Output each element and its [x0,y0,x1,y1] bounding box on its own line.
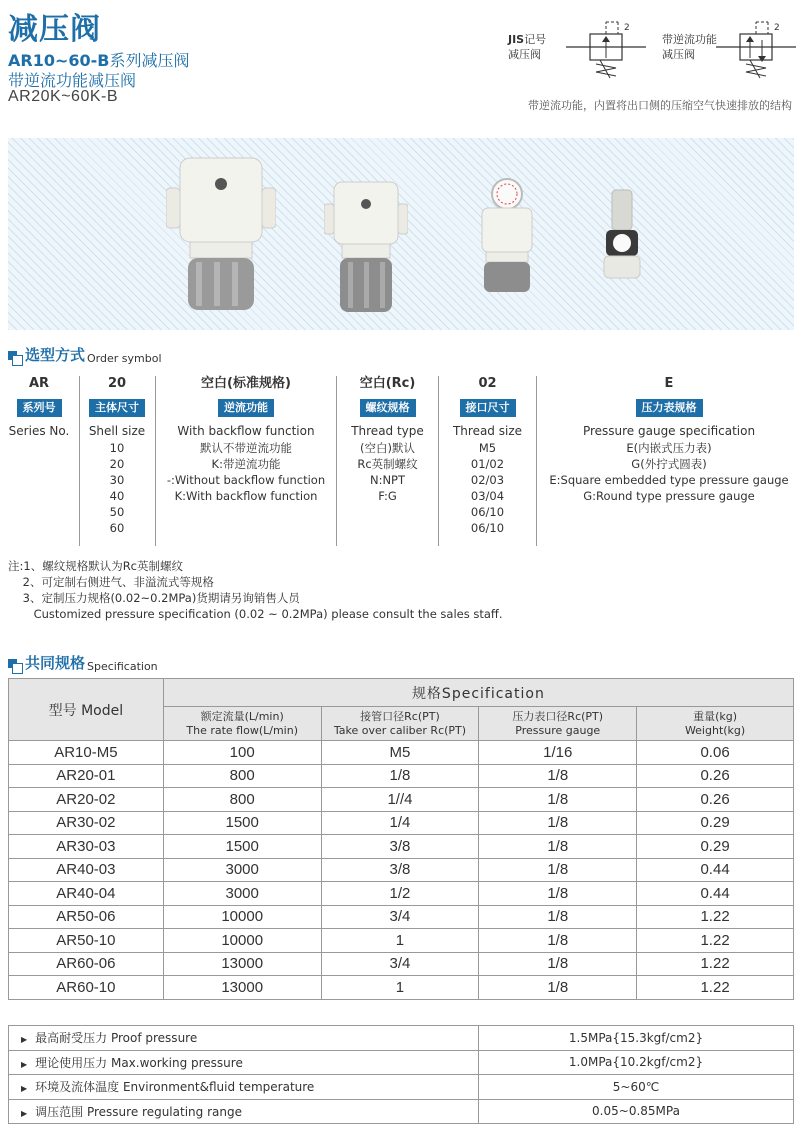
column-header-cn: 接管口径Rc(PT) [360,709,440,723]
model-range: AR20K~60K-B [8,88,119,105]
model-cell: AR50-10 [9,929,164,953]
column-header-en: Pressure gauge [515,723,601,737]
perf-label: 环境及流体温度 Environment&fluid temperature [35,1080,315,1095]
model-cell: AR10-M5 [9,741,164,765]
model-cell: AR30-02 [9,811,164,835]
option-item: G:Round type pressure gauge [583,489,755,503]
order-col-backflow [156,374,336,504]
spec-cell: 800 [163,764,321,788]
option-item: 默认不带逆流功能 [200,441,292,455]
spec-cell: 1/8 [479,952,637,976]
section-marker-icon [8,659,22,673]
page-title: 减压阀 [8,12,101,47]
port-number-jis: 2 [624,23,630,33]
option-item: E:Square embedded type pressure gauge [549,473,789,487]
table-row [9,1026,794,1051]
option-item: G(外拧式圆表) [631,457,707,471]
jis-line2: 减压阀 [508,48,541,61]
spec-cell: 1//4 [321,788,479,812]
order-tag: 螺纹规格 [360,399,416,417]
model-cell: AR20-02 [9,788,164,812]
order-code: 02 [478,376,497,391]
spec-cell: 0.44 [637,882,794,906]
model-cell: AR60-10 [9,976,164,1000]
order-en: Thread size [452,424,523,438]
option-item: K:With backflow function [174,489,318,503]
jis-line1: 记号 [524,33,547,46]
spec-cell: 3/4 [321,905,479,929]
order-col-size [80,374,154,536]
perf-value: 1.5MPa{15.3kgf/cm2} [479,1026,794,1051]
spec-cell: 10000 [163,905,321,929]
regulator-symbol-icon [566,12,646,80]
series-code: AR10~60-B [8,51,110,70]
order-code: 空白(标准规格) [201,376,291,391]
option-item: 50 [109,505,125,519]
bullet-triangle-icon: ▶ [21,1084,28,1094]
perf-value: 5~60℃ [479,1075,794,1100]
model-cell: AR50-06 [9,905,164,929]
order-code: E [664,376,674,391]
spec-cell: 1/8 [479,905,637,929]
option-item: K:带逆流功能 [211,457,281,471]
jis-symbol-label [508,32,546,62]
order-tag: 系列号 [17,399,62,417]
order-tag: 压力表规格 [636,399,703,417]
bullet-triangle-icon: ▶ [21,1035,28,1045]
order-section-heading [8,344,162,365]
spec-cell: 1/2 [321,882,479,906]
order-col-port [439,374,536,536]
spec-cell: 1 [321,929,479,953]
spec-cell: 3000 [163,882,321,906]
spec-cell: 1/8 [321,764,479,788]
table-row [9,1099,794,1124]
backflow-symbol-label [662,32,717,62]
option-item: 10 [109,441,125,455]
order-col-thread [337,374,438,504]
spec-table-body [9,741,794,1000]
order-heading-text: 选型方式 [25,346,86,364]
table-row [9,952,794,976]
perf-label: 最高耐受压力 Proof pressure [35,1031,198,1046]
spec-cell: 1500 [163,811,321,835]
table-row [9,905,794,929]
perf-value: 0.05~0.85MPa [479,1099,794,1124]
option-item: E(内嵌式压力表) [626,441,712,455]
performance-table-body [9,1026,794,1124]
column-header-cn: 额定流量(L/min) [200,709,284,723]
column-header-cn: 重量(kg) [693,709,738,723]
option-item: 01/02 [470,457,505,471]
order-en: Thread type [351,424,424,438]
option-item: 30 [109,473,125,487]
option-item: 20 [109,457,125,471]
spec-section-heading [8,652,158,673]
spec-cell: 800 [163,788,321,812]
spec-table [8,678,794,1000]
table-row [9,811,794,835]
spec-cell: 1.22 [637,976,794,1000]
perf-label-cell [9,1050,479,1075]
note-line: 2、可定制右侧进气、非溢流式等规格 [8,575,214,589]
backflow-regulator-symbol-icon [716,12,796,80]
perf-label: 调压范围 Pressure regulating range [35,1104,242,1119]
spec-cell: 10000 [163,929,321,953]
column-header [637,707,794,741]
spec-cell: 0.06 [637,741,794,765]
product-image-ar40 [166,150,276,320]
spec-cell: 13000 [163,976,321,1000]
order-en: Series No. [8,424,70,438]
spec-cell: 100 [163,741,321,765]
option-item: Rc英制螺纹 [357,457,418,471]
spec-cell: 1.22 [637,905,794,929]
spec-cell: 0.29 [637,835,794,859]
option-item: 06/10 [470,505,505,519]
spec-group-header: 规格Specification [163,679,793,707]
table-row [9,929,794,953]
spec-cell: 0.26 [637,788,794,812]
perf-value: 1.0MPa{10.2kgf/cm2} [479,1050,794,1075]
order-code: 空白(Rc) [359,376,416,391]
option-item: F:G [378,489,397,503]
column-header-en: Weight(kg) [684,723,746,737]
table-row [9,835,794,859]
spec-cell: 1/8 [479,811,637,835]
note-line: 注:1、螺纹规格默认为Rc英制螺纹 [8,559,184,573]
spec-cell: 1/8 [479,788,637,812]
spec-cell: 1/8 [479,858,637,882]
order-tag: 逆流功能 [218,399,274,417]
spec-cell: 1/8 [479,835,637,859]
spec-cell: 1/16 [479,741,637,765]
product-image-ar30 [324,178,408,318]
order-heading-en: Order symbol [87,352,162,365]
backflow-line1: 带逆流功能 [662,33,717,46]
column-header [479,707,637,741]
spec-cell: 13000 [163,952,321,976]
column-header-cn: 压力表口径Rc(PT) [512,709,604,723]
option-item: (空白)默认 [360,441,415,455]
spec-cell: 0.26 [637,764,794,788]
product-image-ar10 [594,188,650,288]
model-cell: AR40-03 [9,858,164,882]
notes [8,558,503,622]
model-cell: AR30-03 [9,835,164,859]
table-row [9,788,794,812]
model-cell: AR20-01 [9,764,164,788]
spec-cell: 0.29 [637,811,794,835]
order-en: With backflow function [177,424,315,438]
perf-label: 理论使用压力 Max.working pressure [35,1055,243,1070]
spec-cell: 3000 [163,858,321,882]
order-code: AR [28,376,50,391]
perf-label-cell [9,1075,479,1100]
order-tag: 接口尺寸 [460,399,516,417]
bullet-triangle-icon: ▶ [21,1059,28,1069]
perf-label-cell [9,1099,479,1124]
subtitle: 带逆流功能减压阀 [8,71,137,90]
spec-cell: 1 [321,976,479,1000]
spec-cell: M5 [321,741,479,765]
spec-cell: 1/8 [479,882,637,906]
column-header [321,707,479,741]
model-cell: AR60-06 [9,952,164,976]
option-item: 60 [109,521,125,535]
option-item: -:Without backflow function [166,473,326,487]
section-marker-icon [8,351,22,365]
note-line: 3、定制压力规格(0.02~0.2MPa)货期请另询销售人员 [8,591,300,605]
option-item: N:NPT [369,473,406,487]
perf-label-cell [9,1026,479,1051]
spec-cell: 1/8 [479,976,637,1000]
option-item: 40 [109,489,125,503]
column-header-en: The rate flow(L/min) [186,723,298,737]
table-row [9,882,794,906]
spec-heading-text: 共同规格 [25,654,86,672]
bullet-triangle-icon: ▶ [21,1108,28,1118]
column-header [163,707,321,741]
spec-cell: 1/8 [479,764,637,788]
table-row [9,764,794,788]
spec-heading-en: Specification [87,660,158,673]
performance-table [8,1025,794,1124]
table-row [9,741,794,765]
order-en: Shell size [88,424,146,438]
spec-cell: 0.44 [637,858,794,882]
option-item: M5 [478,441,497,455]
divider [536,376,537,546]
backflow-line2: 减压阀 [662,48,695,61]
option-item: 03/04 [470,489,505,503]
product-image-ar20 [470,176,544,296]
port-number-backflow: 2 [774,23,780,33]
option-item: 02/03 [470,473,505,487]
spec-cell: 3/8 [321,858,479,882]
spec-cell: 3/4 [321,952,479,976]
series-suffix: 系列减压阀 [109,51,190,70]
model-cell: AR40-04 [9,882,164,906]
spec-cell: 1500 [163,835,321,859]
model-header: 型号 Model [9,679,164,741]
order-col-gauge [538,374,800,504]
spec-cell: 1/8 [479,929,637,953]
column-header-en: Take over caliber Rc(PT) [333,723,467,737]
spec-cell: 3/8 [321,835,479,859]
table-row [9,1050,794,1075]
jis-tag: JIS [508,33,525,46]
order-tag: 主体尺寸 [89,399,145,417]
feature-description: 带逆流功能，内置将出口侧的压缩空气快速排放的结构 [528,99,792,112]
spec-cell: 1.22 [637,929,794,953]
order-en: Pressure gauge specification [582,424,756,438]
spec-cell: 1.22 [637,952,794,976]
option-item: 06/10 [470,521,505,535]
table-row [9,1075,794,1100]
spec-cell: 1/4 [321,811,479,835]
order-col-series [0,374,78,440]
table-row [9,976,794,1000]
order-code: 20 [107,376,127,391]
table-row [9,858,794,882]
note-line: Customized pressure specification (0.02 ~ 0.2MPa) please consult the sales staff. [8,607,503,621]
product-photo-band [8,138,794,330]
